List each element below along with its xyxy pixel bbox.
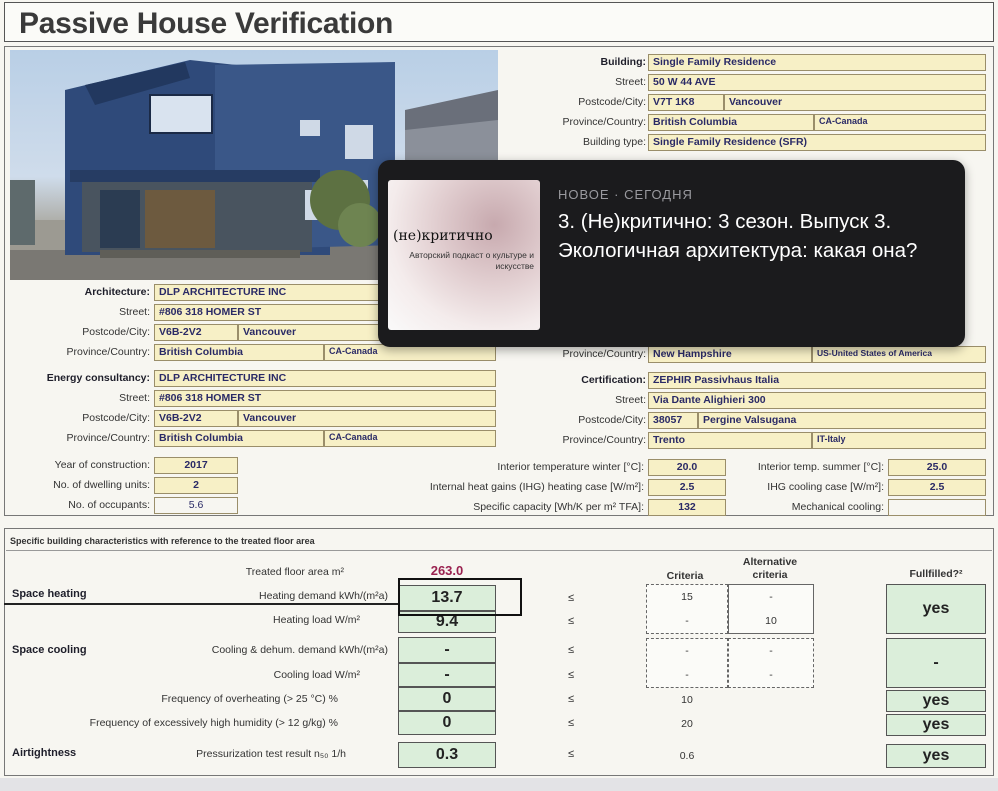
highlight-rectangle: [398, 578, 522, 616]
pressurization-label: Pressurization test result n₅₀ 1/h: [196, 748, 346, 760]
podcast-thumbnail-subtitle: Авторский подкаст о культуре и искусстве: [409, 250, 534, 271]
cooling-criteria-box: [646, 638, 728, 688]
podcast-thumbnail-title: (не)критично: [393, 228, 493, 244]
architecture-country-field: CA-Canada: [324, 344, 496, 361]
bottom-strip: [0, 778, 998, 791]
overheating-label: Frequency of overheating (> 25 °C) %: [161, 693, 338, 705]
heating-demand-criteria: 15: [681, 591, 693, 603]
heating-demand-value: 13.7: [398, 585, 496, 611]
heating-alt-box: [728, 584, 814, 634]
energy-province-field: British Columbia: [154, 430, 324, 447]
certification-street-field: Via Dante Alighieri 300: [648, 392, 986, 409]
certification-city-field: Pergine Valsugana: [698, 412, 986, 429]
certification-label: Certification:: [581, 374, 646, 386]
group-airtightness: Airtightness: [12, 747, 77, 759]
le-sign: ≤: [568, 592, 575, 604]
building-country-field: CA-Canada: [814, 114, 986, 131]
title-box: [4, 2, 994, 42]
ihg-field: 2.5: [648, 479, 726, 496]
certification-province-field: Trento: [648, 432, 812, 449]
energy-postcode-label: Postcode/City:: [82, 412, 150, 424]
pressurization-criteria: 0.6: [679, 750, 695, 762]
energy-name-field: DLP ARCHITECTURE INC: [154, 370, 496, 387]
heating-load-alt: 10: [765, 615, 777, 627]
cooling-demand-alt: -: [769, 645, 773, 657]
criteria-header: Criteria: [666, 570, 704, 582]
architecture-name-field: DLP ARCHITECTURE INC: [154, 284, 496, 301]
architecture-province-label: Province/Country:: [66, 346, 150, 358]
units-field: 2: [154, 477, 238, 494]
le-sign: ≤: [568, 615, 575, 627]
building-postcode-field: V7T 1K8: [648, 94, 724, 111]
cooling-load-criteria: -: [685, 669, 689, 681]
humidity-value: 0: [398, 711, 496, 735]
heating-load-criteria: -: [685, 615, 689, 627]
humidity-label: Frequency of excessively high humidity (> 12 g/kg) %: [89, 717, 338, 729]
building-type-field: Single Family Residence (SFR): [648, 134, 986, 151]
occupants-label: No. of occupants:: [68, 499, 150, 511]
le-sign: ≤: [568, 693, 575, 705]
heating-load-value: 9.4: [398, 611, 496, 633]
mech-cooling-label: Mechanical cooling:: [791, 501, 884, 513]
building-label: Building:: [600, 56, 646, 68]
le-sign: ≤: [568, 717, 575, 729]
heating-criteria-box: [646, 584, 728, 634]
page-title: Passive House Verification: [19, 7, 394, 40]
units-label: No. of dwelling units:: [53, 479, 150, 491]
certification-postcode-label: Postcode/City:: [578, 414, 646, 426]
architecture-city-field: Vancouver: [238, 324, 496, 341]
certification-street-label: Street:: [615, 394, 646, 406]
ihg-cooling-field: 2.5: [888, 479, 986, 496]
building-street-field: 50 W 44 AVE: [648, 74, 986, 91]
architecture-street-label: Street:: [119, 306, 150, 318]
owner-province-label: Province/Country:: [562, 348, 646, 360]
cooling-load-value: -: [398, 663, 496, 687]
building-province-field: British Columbia: [648, 114, 814, 131]
certification-province-label: Province/Country:: [562, 434, 646, 446]
fulfilled-header: Fullfilled?²: [909, 568, 963, 580]
architecture-postcode-field: V6B-2V2: [154, 324, 238, 341]
owner-country-field: US-United States of America: [812, 346, 986, 363]
building-city-field: Vancouver: [724, 94, 986, 111]
winter-temp-field: 20.0: [648, 459, 726, 476]
building-type-label: Building type:: [582, 136, 646, 148]
architecture-postcode-label: Postcode/City:: [82, 326, 150, 338]
divider: [6, 550, 992, 551]
airtightness-fulfilled: yes: [886, 744, 986, 768]
energy-province-label: Province/Country:: [66, 432, 150, 444]
group-space-cooling: Space cooling: [12, 644, 87, 656]
energy-city-field: Vancouver: [238, 410, 496, 427]
architecture-province-field: British Columbia: [154, 344, 324, 361]
tfa-value: 263.0: [430, 563, 464, 578]
capacity-label: Specific capacity [Wh/K per m² TFA]:: [473, 501, 644, 513]
capacity-field: 132: [648, 499, 726, 516]
certification-name-field: ZEPHIR Passivhaus Italia: [648, 372, 986, 389]
le-sign: ≤: [568, 669, 575, 681]
energy-street-label: Street:: [119, 392, 150, 404]
notification-meta: НОВОЕ · СЕГОДНЯ: [558, 187, 693, 202]
specific-heading: Specific building characteristics with reference to the treated floor area: [10, 536, 315, 546]
cooling-fulfilled: -: [886, 638, 986, 688]
year-label: Year of construction:: [54, 459, 150, 471]
ihg-label: Internal heat gains (IHG) heating case [W/m²]:: [429, 481, 644, 493]
cooling-load-label: Cooling load W/m²: [273, 669, 360, 681]
overheating-value: 0: [398, 687, 496, 711]
certification-postcode-field: 38057: [648, 412, 698, 429]
heating-load-label: Heating load W/m²: [273, 614, 360, 626]
energy-label: Energy consultancy:: [46, 372, 150, 384]
cooling-demand-criteria: -: [685, 645, 689, 657]
notification-card[interactable]: [378, 160, 965, 347]
architecture-label: Architecture:: [84, 286, 150, 298]
heating-demand-alt: -: [769, 591, 773, 603]
heating-fulfilled: yes: [886, 584, 986, 634]
le-sign: ≤: [568, 644, 575, 656]
building-name-field: Single Family Residence: [648, 54, 986, 71]
owner-province-field: New Hampshire: [648, 346, 812, 363]
building-province-label: Province/Country:: [562, 116, 646, 128]
pressurization-value: 0.3: [398, 742, 496, 768]
mech-cooling-field: [888, 499, 986, 516]
cooling-demand-value: -: [398, 637, 496, 663]
energy-postcode-field: V6B-2V2: [154, 410, 238, 427]
ihg-cooling-label: IHG cooling case [W/m²]:: [767, 481, 884, 493]
heating-demand-label: Heating demand kWh/(m²a): [259, 590, 388, 602]
heading-underline: [4, 603, 398, 605]
podcast-thumbnail: [388, 180, 540, 330]
certification-country-field: IT-Italy: [812, 432, 986, 449]
energy-country-field: CA-Canada: [324, 430, 496, 447]
humidity-criteria: 20: [681, 718, 693, 730]
notification-text: 3. (Не)критично: 3 сезон. Выпуск 3. Экологичная архитектура: какая она?: [558, 210, 918, 262]
humidity-fulfilled: yes: [886, 714, 986, 736]
building-postcode-label: Postcode/City:: [578, 96, 646, 108]
summer-temp-label: Interior temp. summer [°C]:: [757, 461, 884, 473]
overheating-criteria: 10: [681, 694, 693, 706]
energy-street-field: #806 318 HOMER ST: [154, 390, 496, 407]
year-field: 2017: [154, 457, 238, 474]
alt-criteria-header: Alternative criteria: [742, 556, 798, 581]
architecture-street-field: #806 318 HOMER ST: [154, 304, 496, 321]
building-street-label: Street:: [615, 76, 646, 88]
tfa-label: Treated floor area m²: [245, 566, 344, 578]
winter-temp-label: Interior temperature winter [°C]:: [497, 461, 644, 473]
occupants-field: 5.6: [154, 497, 238, 514]
summer-temp-field: 25.0: [888, 459, 986, 476]
cooling-alt-box: [728, 638, 814, 688]
cooling-load-alt: -: [769, 669, 773, 681]
le-sign: ≤: [568, 748, 575, 760]
group-space-heating: Space heating: [12, 588, 87, 600]
overheating-fulfilled: yes: [886, 690, 986, 712]
cooling-demand-label: Cooling & dehum. demand kWh/(m²a): [211, 644, 388, 656]
